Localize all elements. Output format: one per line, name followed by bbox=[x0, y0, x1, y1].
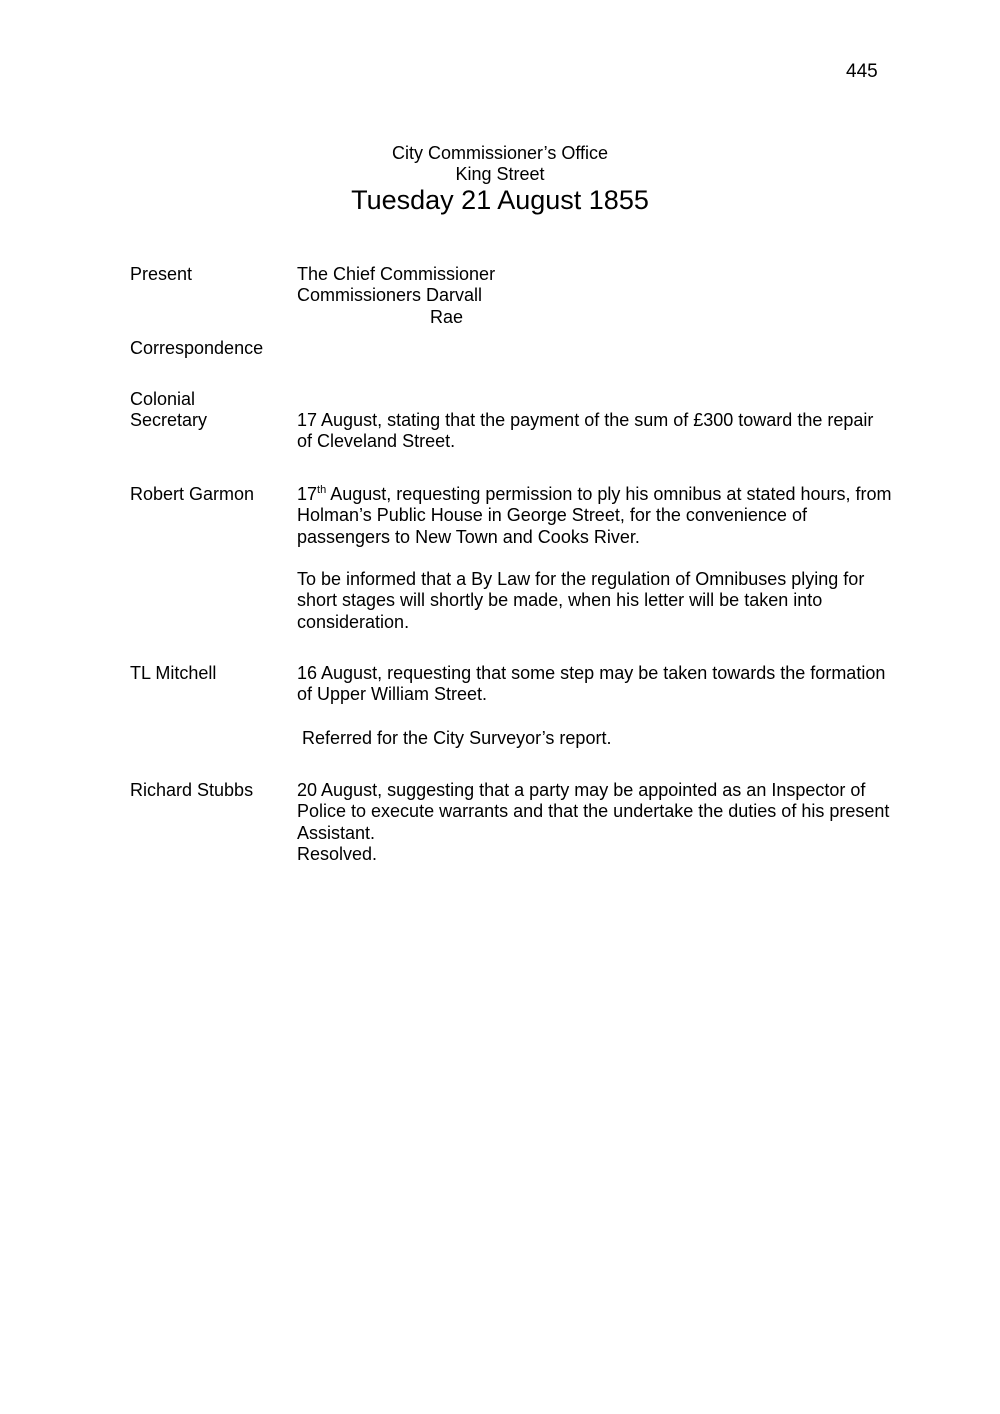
present-rae: Rae bbox=[430, 306, 464, 327]
page-number: 445 bbox=[846, 61, 878, 82]
robert-garmon-text-line1 bbox=[297, 484, 917, 505]
robert-garmon-text-line1-rest: August, requesting permission to ply his omnibus at stated hours, from bbox=[326, 484, 892, 504]
tl-mitchell-text-line1: 16 August, requesting that some step may be taken towards the formation bbox=[297, 663, 886, 683]
present-label: Present bbox=[130, 264, 193, 284]
meeting-date: Tuesday 21 August 1855 bbox=[351, 185, 649, 215]
colonial-secretary-label-line2: Secretary bbox=[130, 410, 208, 431]
robert-garmon-label: Robert Garmon bbox=[130, 484, 255, 504]
robert-garmon-text-line3: passengers to New Town and Cooks River. bbox=[297, 526, 640, 547]
present-chief-commissioner: The Chief Commissioner bbox=[297, 264, 496, 284]
robert-garmon-entry bbox=[297, 484, 917, 548]
robert-garmon-day: 17 bbox=[297, 484, 318, 504]
colonial-secretary-text-line2: of Cleveland Street. bbox=[297, 431, 456, 452]
richard-stubbs-text-line1: 20 August, suggesting that a party may be appointed as an Inspector of bbox=[297, 780, 866, 800]
robert-garmon-note bbox=[297, 569, 917, 633]
tl-mitchell-label: TL Mitchell bbox=[130, 663, 217, 683]
colonial-secretary-label-line1: Colonial bbox=[130, 389, 196, 409]
richard-stubbs-text-line3: Assistant. bbox=[297, 822, 376, 843]
robert-garmon-day-suffix: th bbox=[317, 484, 327, 496]
colonial-secretary-entry bbox=[297, 410, 917, 453]
richard-stubbs-label: Richard Stubbs bbox=[130, 780, 254, 800]
correspondence-label: Correspondence bbox=[130, 338, 264, 358]
robert-garmon-note-line2: short stages will shortly be made, when his letter will be taken into bbox=[297, 590, 823, 611]
colonial-secretary-text-line1: 17 August, stating that the payment of the sum of £300 toward the repair bbox=[297, 410, 874, 430]
tl-mitchell-text-line2: of Upper William Street. bbox=[297, 684, 488, 705]
header-street: King Street bbox=[455, 164, 545, 184]
robert-garmon-note-line3: consideration. bbox=[297, 611, 410, 632]
present-commissioners: Commissioners Darvall bbox=[297, 285, 483, 306]
tl-mitchell-entry bbox=[297, 663, 917, 706]
richard-stubbs-entry bbox=[297, 780, 917, 865]
robert-garmon-note-line1: To be informed that a By Law for the regulation of Omnibuses plying for bbox=[297, 569, 865, 589]
header-office: City Commissioner’s Office bbox=[391, 143, 609, 163]
robert-garmon-text-line2: Holman’s Public House in George Street, for the convenience of bbox=[297, 505, 807, 526]
richard-stubbs-resolved: Resolved. bbox=[297, 843, 378, 864]
richard-stubbs-text-line2: Police to execute warrants and that the undertake the duties of his present bbox=[297, 801, 890, 822]
present-list bbox=[297, 264, 917, 328]
tl-mitchell-note: Referred for the City Surveyor’s report. bbox=[302, 728, 612, 748]
colonial-secretary-label bbox=[130, 389, 290, 432]
